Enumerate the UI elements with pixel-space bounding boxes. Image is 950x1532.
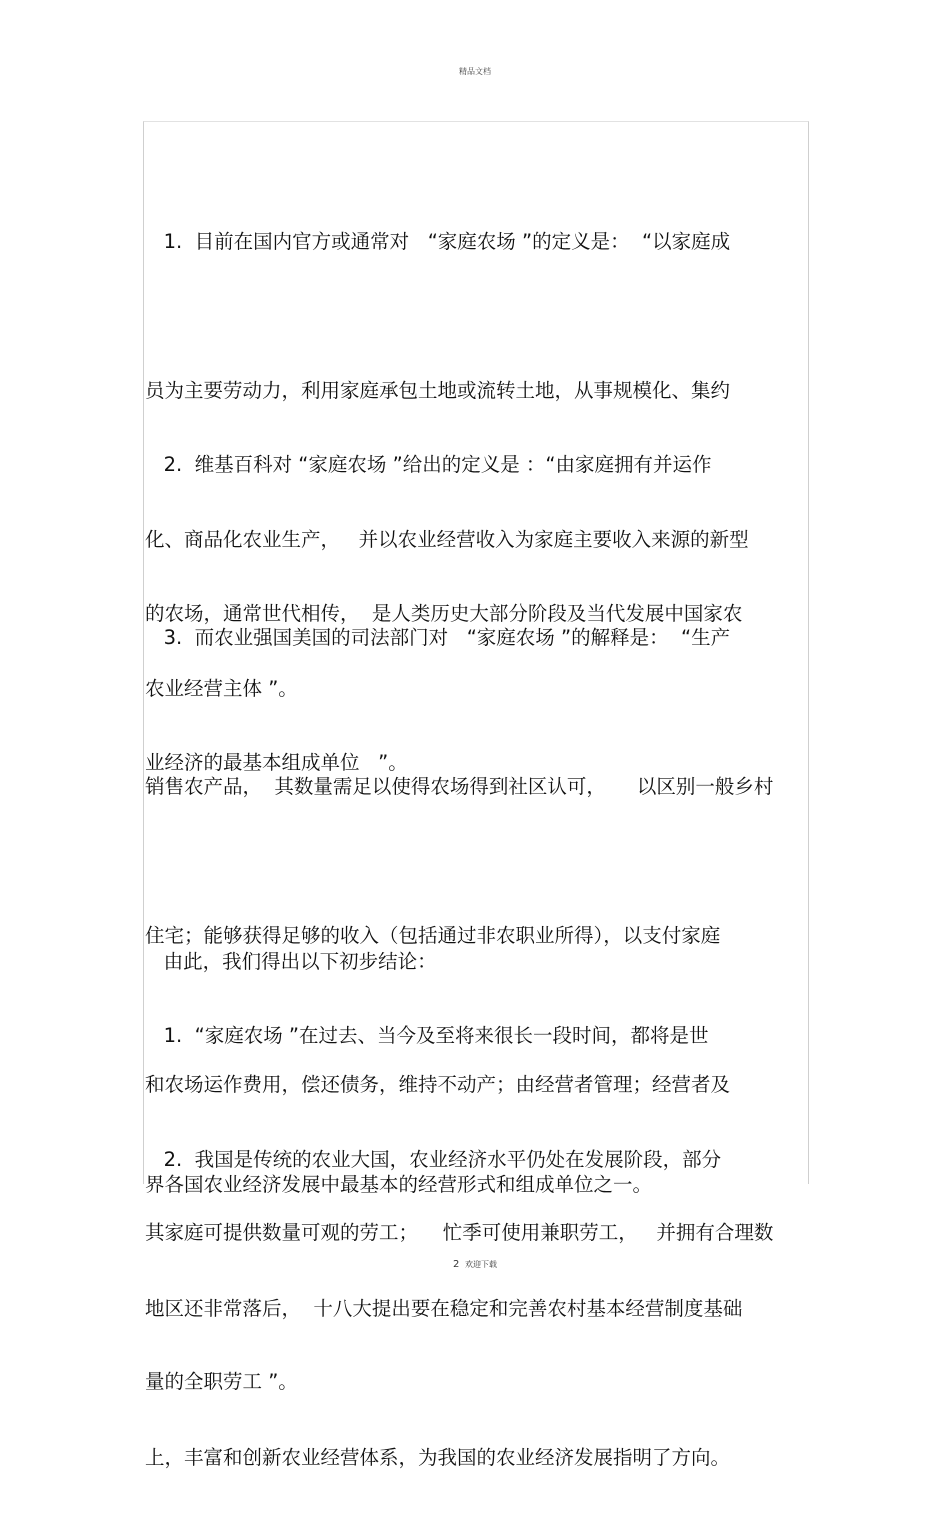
paragraph-line: 员为主要劳动力，利用家庭承包土地或流转土地，从事规模化、集约 (145, 378, 731, 402)
paragraph-line: 销售农产品， 其数量需足以使得农场得到社区认可， 以区别一般乡村 (145, 774, 774, 798)
paragraph-line: 上，丰富和创新农业经营体系，为我国的农业经济发展指明了方向。 (145, 1445, 731, 1469)
paragraph-line: 地区还非常落后， 十八大提出要在稳定和完善农村基本经营制度基础 (145, 1296, 743, 1320)
paragraph-line: 2. 我国是传统的农业大国，农业经济水平仍处在发展阶段，部分 (145, 1148, 722, 1172)
page-footer (0, 1259, 950, 1270)
paragraph-line: 量的全职劳工 ”。 (145, 1370, 298, 1394)
page-number: 2 (453, 1259, 460, 1270)
paragraph-line: 业经济的最基本组成单位 ”。 (145, 750, 408, 774)
paragraph-line: 化、商品化农业生产， 并以农业经营收入为家庭主要收入来源的新型 (145, 527, 749, 551)
paragraph-line: 和农场运作费用，偿还债务，维持不动产；由经营者管理；经营者及 (145, 1072, 731, 1096)
paragraph-line: 2. 维基百科对 “家庭农场 ”给出的定义是 ：“由家庭拥有并运作 (145, 453, 712, 477)
paragraph-line: 其家庭可提供数量可观的劳工； 忙季可使用兼职劳工， 并拥有合理数 (145, 1221, 774, 1245)
paragraph-line: 农业经营主体 ”。 (145, 676, 298, 700)
page-header: 精品文档 (459, 67, 491, 76)
paragraph-line: 由此，我们得出以下初步结论： (145, 950, 437, 974)
paragraph-line: 界各国农业经济发展中最基本的经营形式和组成单位之一。 (145, 1172, 653, 1196)
conclusion-2 (145, 1036, 810, 1532)
paragraph-line: 住宅；能够获得足够的收入（包括通过非农职业所得），以支付家庭 (145, 923, 721, 947)
paragraph-line: 1. 目前在国内官方或通常对 “家庭农场 ”的定义是： “以家庭成 (145, 230, 731, 254)
footer-text: 欢迎下载 (464, 1260, 497, 1269)
paragraph-line: 的农场，通常世代相传， 是人类历史大部分阶段及当代发展中国家农 (145, 601, 743, 625)
paragraph-line: 1. “家庭农场 ”在过去、当今及至将来很长一段时间，都将是世 (145, 1024, 709, 1048)
paragraph-line: 3. 而农业强国美国的司法部门对 “家庭农场 ”的解释是： “生产 (145, 626, 731, 650)
